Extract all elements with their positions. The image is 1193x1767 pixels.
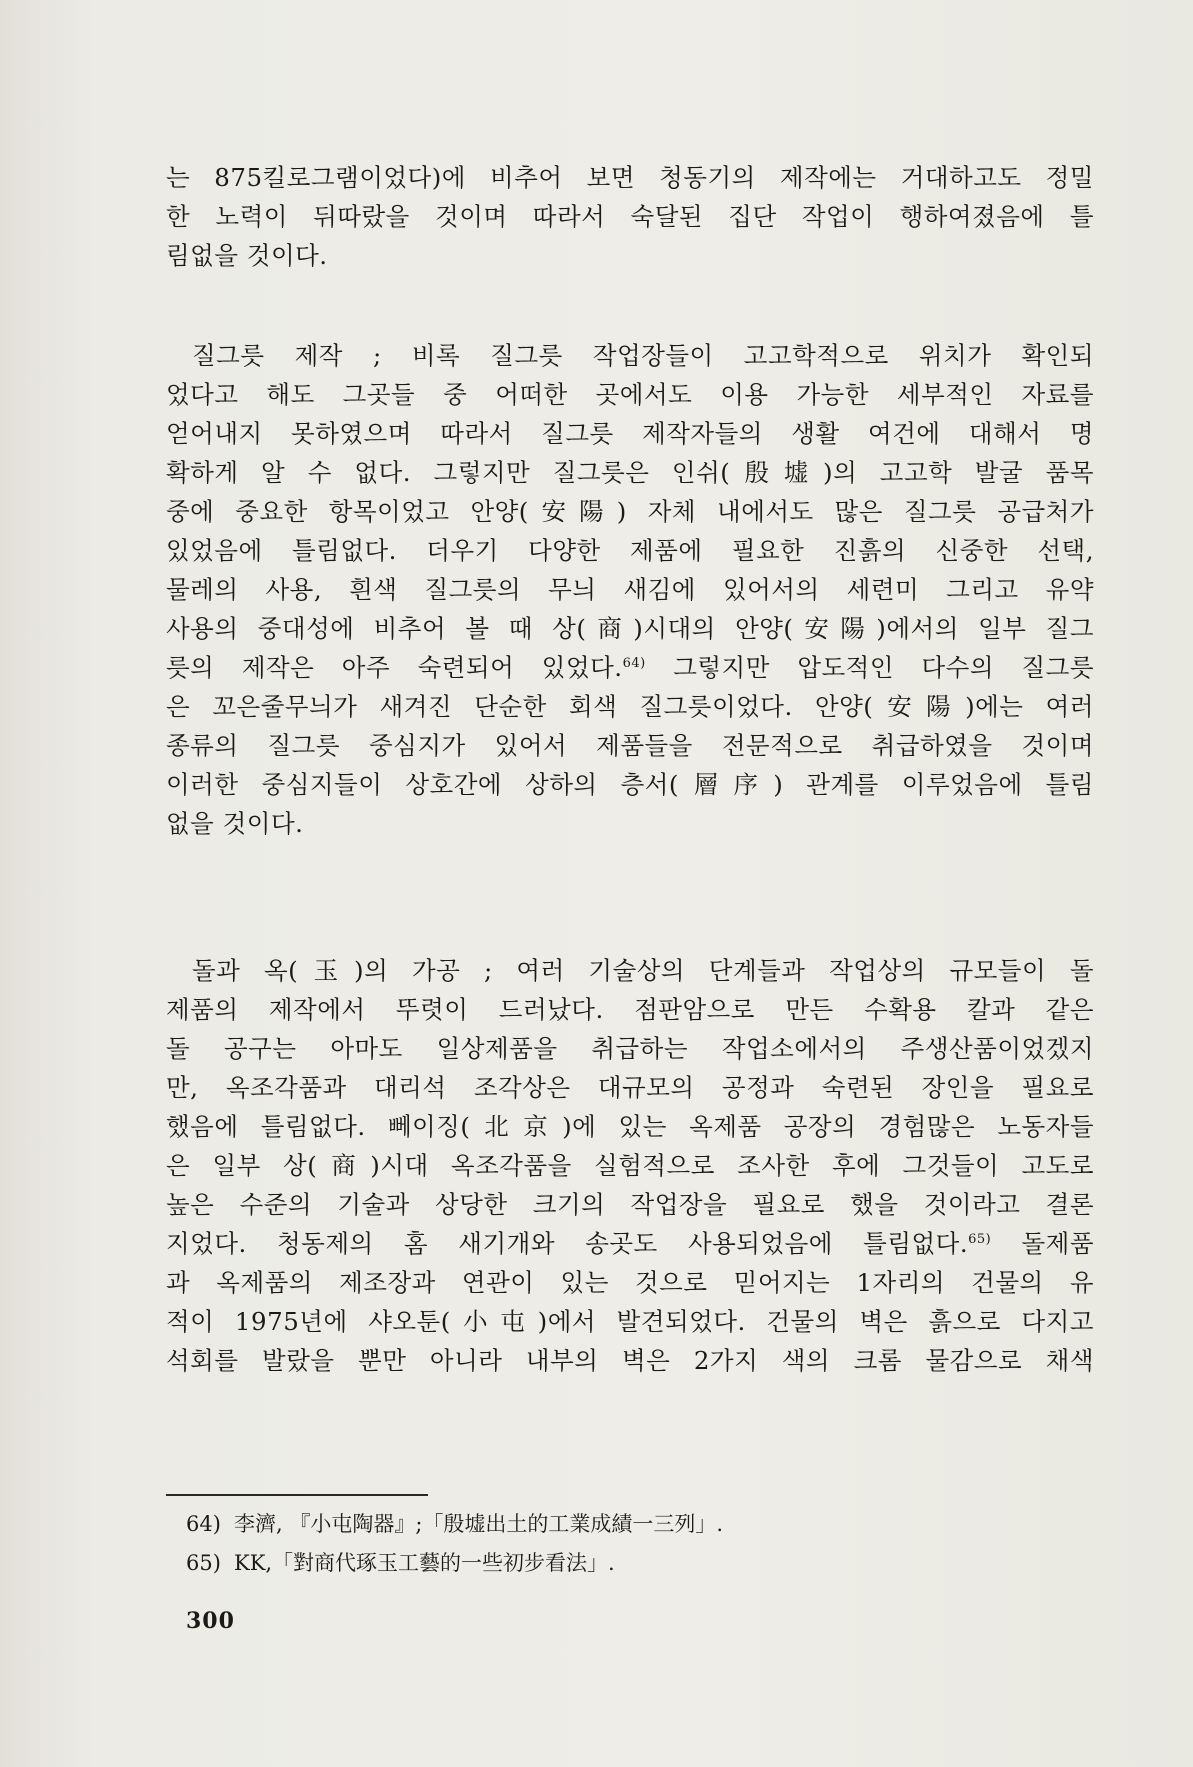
text-line: 없을 것이다.	[166, 809, 304, 838]
footnote-number: 64)	[186, 1512, 221, 1536]
text-line: 물레의 사용, 흰색 질그릇의 무늬 새김에 있어서의 세련미 그리고 유약	[166, 575, 1094, 604]
text-line-with-note	[166, 1224, 1094, 1263]
footnote-64	[186, 1505, 723, 1544]
text-line: 높은 수준의 기술과 상당한 크기의 작업장을 필요로 했을 것이라고 결론	[166, 1190, 1094, 1219]
paragraph-pottery-production	[166, 336, 1094, 843]
text-line: 이러한 중심지들이 상호간에 상하의 층서(層序) 관계를 이루었음에 틀림	[166, 770, 1094, 799]
text-line: 얻어내지 못하였으며 따라서 질그릇 제작자들의 생활 여건에 대해서 명	[166, 419, 1094, 448]
footnote-text: 李濟, 『小屯陶器』;「殷墟出土的工業成績一三列」.	[234, 1512, 724, 1536]
text-line: 한 노력이 뒤따랐을 것이며 따라서 숙달된 집단 작업이 행하여졌음에 틀	[166, 202, 1094, 231]
text-line: 중에 중요한 항목이었고 안양(安陽) 자체 내에서도 많은 질그릇 공급처가	[166, 497, 1094, 526]
text-line: 석회를 발랐을 뿐만 아니라 내부의 벽은 2가지 색의 크롬 물감으로 채색	[166, 1346, 1094, 1375]
footnote-divider	[166, 1494, 428, 1496]
text-line: 했음에 틀림없다. 뻬이징(北京)에 있는 옥제품 공장의 경험많은 노동자들	[166, 1112, 1094, 1141]
text-line: 적이 1975년에 샤오툰(小屯)에서 발견되었다. 건물의 벽은 흙으로 다지고	[166, 1307, 1094, 1336]
text-line: 림없을 것이다.	[166, 241, 328, 270]
text-line: 돌과 옥(玉)의 가공 ; 여러 기술상의 단계들과 작업상의 규모들이 돌	[192, 956, 1094, 985]
text-line: 은 꼬은줄무늬가 새겨진 단순한 회색 질그릇이었다. 안양(安陽)에는 여러	[166, 692, 1094, 721]
text-line: 확하게 알 수 없다. 그렇지만 질그릇은 인쉬(殷墟)의 고고학 발굴 품목	[166, 458, 1094, 487]
text-line: 종류의 질그릇 중심지가 있어서 제품들을 전문적으로 취급하였을 것이며	[166, 731, 1094, 760]
footnote-65	[186, 1544, 723, 1583]
paragraph-bronze-production	[166, 158, 1094, 275]
text-line: 과 옥제품의 제조장과 연관이 있는 것으로 믿어지는 1자리의 건물의 유	[166, 1268, 1094, 1297]
text-line: 은 일부 상(商)시대 옥조각품을 실험적으로 조사한 후에 그것들이 고도로	[166, 1151, 1094, 1180]
text-line-with-note	[166, 648, 1094, 687]
text-line: 사용의 중대성에 비추어 볼 때 상(商)시대의 안양(安陽)에서의 일부 질그	[166, 614, 1094, 643]
text-line: 있었음에 틀림없다. 더우기 다양한 제품에 필요한 진흙의 신중한 선택,	[166, 536, 1094, 565]
text-line: 돌 공구는 아마도 일상제품을 취급하는 작업소에서의 주생산품이었겠지	[166, 1034, 1094, 1063]
page-number: 300	[186, 1608, 235, 1634]
text-segment: 지었다. 청동제의 홈 새기개와 송곳도 사용되었음에 틀림없다.	[166, 1229, 969, 1258]
text-segment: 릇의 제작은 아주 숙련되어 있었다.	[166, 653, 623, 682]
text-line: 만, 옥조각품과 대리석 조각상은 대규모의 공정과 숙련된 장인을 필요로	[166, 1073, 1094, 1102]
text-line: 제품의 제작에서 뚜렷이 드러났다. 점판암으로 만든 수확용 칼과 같은	[166, 995, 1094, 1024]
footnote-reference-64[interactable]: 64)	[622, 655, 646, 671]
text-line: 었다고 해도 그곳들 중 어떠한 곳에서도 이용 가능한 세부적인 자료를	[166, 380, 1094, 409]
paragraph-stone-jade-working	[166, 951, 1094, 1380]
footnote-text: KK,「對商代琢玉工藝的一些初步看法」.	[234, 1551, 615, 1575]
text-segment: 돌제품	[991, 1229, 1094, 1258]
text-segment: 그렇지만 압도적인 다수의 질그릇	[645, 653, 1094, 682]
footnote-number: 65)	[186, 1551, 221, 1575]
footnotes	[186, 1505, 723, 1583]
text-line: 는 875킬로그램이었다)에 비추어 보면 청동기의 제작에는 거대하고도 정밀	[166, 163, 1094, 192]
footnote-reference-65[interactable]: 65)	[968, 1231, 992, 1247]
text-line: 질그릇 제작 ; 비록 질그릇 작업장들이 고고학적으로 위치가 확인되	[192, 341, 1094, 370]
